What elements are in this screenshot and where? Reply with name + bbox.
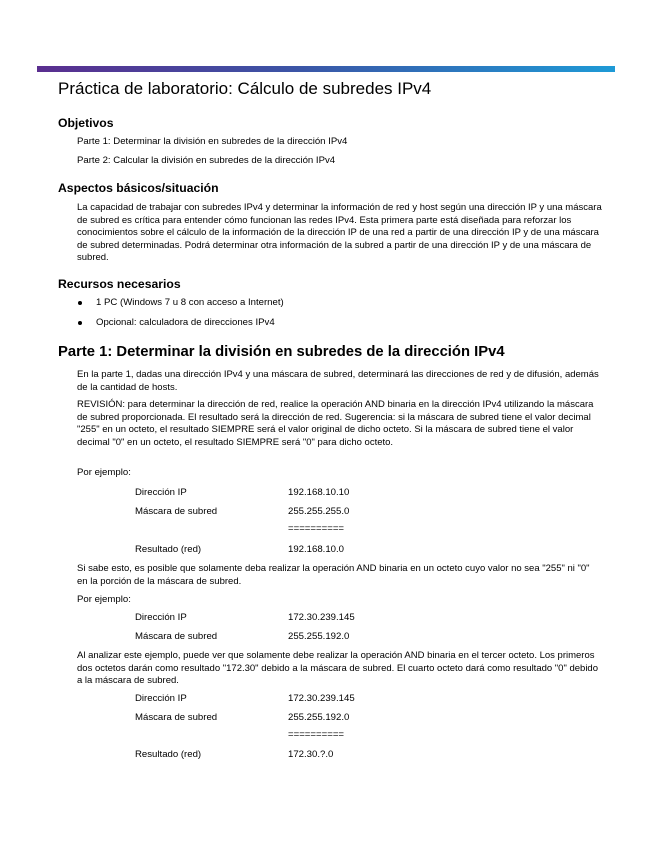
al-analizar-paragraph: Al analizar este ejemplo, puede ver que solamente debe realizar la operación AND binaria en el tercer octeto. Los primeros dos octetos darán como resultado "172.30" debido a la máscara de subred. El cuarto octeto dará como resultado "0" debido a la máscara de subred. [77, 650, 599, 687]
ex1-separator: ========== [288, 523, 345, 534]
recursos-heading: Recursos necesarios [58, 277, 181, 291]
header-color-bar [37, 66, 615, 72]
ex1-result-value: 192.168.10.0 [288, 544, 345, 555]
si-sabe-paragraph: Si sabe esto, es posible que solamente deba realizar la operación AND binaria en un octeto cuyo valor no sea "255" ni "0" en la porción de la máscara de subred. [77, 563, 590, 587]
ex2-mask-value: 255.255.192.0 [288, 631, 350, 642]
bullet-icon [78, 301, 82, 305]
ex3-mask-value: 255.255.192.0 [288, 712, 350, 723]
ex2-ip-value: 172.30.239.145 [288, 612, 355, 623]
por-ejemplo-label: Por ejemplo: [77, 594, 131, 605]
recurso-item: Opcional: calculadora de direcciones IPv4 [96, 317, 275, 328]
ex2-mask-label: Máscara de subred [135, 631, 218, 642]
ex1-mask-value: 255.255.255.0 [288, 506, 350, 517]
ex1-ip-value: 192.168.10.10 [288, 487, 350, 498]
aspectos-paragraph: La capacidad de trabajar con subredes IPv4 y determinar la información de red y host según una dirección IP y una máscara de subred es crítica para entender cómo funcionan las redes IPv4. Esta primera parte está diseñada para reforzar los conocimientos sobre el cálculo de la información de la dirección IP de una red a partir de una dirección IP y de una máscara de subred determinadas. Podrá determinar otra información de la subred a partir de una dirección IP y de una máscara de subred. [77, 202, 602, 264]
ex3-result-value: 172.30.?.0 [288, 749, 334, 760]
ex1-mask-label: Máscara de subred [135, 506, 218, 517]
objetivo-item: Parte 2: Calcular la división en subredes de la dirección IPv4 [77, 155, 336, 166]
parte1-intro: En la parte 1, dadas una dirección IPv4 y una máscara de subred, determinará las direcciones de red y de difusión, además de la cantidad de hosts. [77, 369, 599, 393]
objetivos-heading: Objetivos [58, 116, 114, 130]
ex3-ip-label: Dirección IP [135, 693, 187, 704]
ex1-ip-label: Dirección IP [135, 487, 187, 498]
objetivo-item: Parte 1: Determinar la división en subredes de la dirección IPv4 [77, 136, 348, 147]
page-title: Práctica de laboratorio: Cálculo de subredes IPv4 [58, 79, 432, 98]
ex3-result-label: Resultado (red) [135, 749, 202, 760]
parte1-revision: REVISIÓN: para determinar la dirección de red, realice la operación AND binaria en la dirección IPv4 utilizando la máscara de subred proporcionada. El resultado será la dirección de red. Sugerencia: si la máscara de subred tiene el valor decimal "255" en un octeto, el resultado SIEMPRE será el valor original de dicho octeto. Si la máscara de subred tiene el valor decimal "0" en un octeto, el resultado SIEMPRE será "0" para dicho octeto. [77, 399, 594, 448]
ex2-ip-label: Dirección IP [135, 612, 187, 623]
ex3-mask-label: Máscara de subred [135, 712, 218, 723]
parte1-heading: Parte 1: Determinar la división en subredes de la dirección IPv4 [58, 344, 505, 360]
bullet-icon [78, 321, 82, 325]
aspectos-heading: Aspectos básicos/situación [58, 181, 219, 195]
ex1-result-label: Resultado (red) [135, 544, 202, 555]
ex3-ip-value: 172.30.239.145 [288, 693, 355, 704]
recurso-item: 1 PC (Windows 7 u 8 con acceso a Internet) [96, 297, 284, 308]
ex3-separator: ========== [288, 729, 345, 740]
por-ejemplo-label: Por ejemplo: [77, 467, 131, 478]
